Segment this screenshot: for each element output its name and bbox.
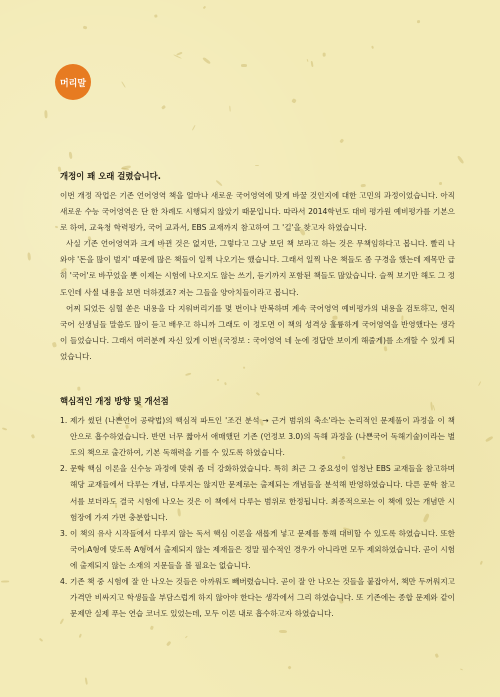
paragraph: 어찌 되었든 심혈 쏟은 내용을 다 지워버리기를 몇 번이나 반복하며 계속 국어영역 예비평가의 내용을 검토하고, 현직 국어 선생님들 말씀도 많이 듣고 배우고 하니까 그래도 이 정도면 이 책의 성격상 훌륭하게 국어영역을 반영했다는 생각이 들었습니다. 그래서 여러분께 자신 있게 이번 (국정보 : 국어영역 네 눈에 정답만 보이게 해줄게)를 소개할 수 있게 되었습니다. [60,303,455,361]
paper-fleck [417,20,420,23]
section-heading-revision: 개정이 꽤 오래 걸렸습니다. [60,171,161,181]
list-item-text: 문학 핵심 이론을 신수능 과정에 맞춰 좀 더 강화하였습니다. 특히 최근 그 중요성이 엄청난 EBS 교재들을 참고하며 해당 교재들에서 다루는 개념, 다루지는 않지만 문제로는 출제되는 개념들을 분석해 반영하였습니다. 다른 문학 참고서를 보더라도 결국 시험에 나오는 것은 이 책에서 다루는 범위로 한정됩니다. 최종적으로는 이 책에 있는 개념만 시험장에 가져 가면 충분합니다. [70,464,455,522]
list-item [60,461,455,525]
list-item [60,574,455,622]
list-item [60,526,455,574]
preface-content [60,170,455,622]
paper-fleck [322,52,325,56]
list-item-text: 기존 책 중 시험에 잘 안 나오는 것들은 아까워도 빼버렸습니다. 곧이 잘 안 나오는 것들을 붙잡아서, 책만 두꺼워지고 가격만 비싸지고 학생들을 부담스럽게 하지 않아야 한다는 생각에서 그리 하였습니다. 또 기존에는 종합 문제와 같이 문제만 실제 푸는 연습 코너도 있었는데, 모두 이론 내로 흡수하고자 하였습니다. [70,576,455,619]
paragraph: 사실 기존 언어영역과 크게 바뀐 것은 없지만, 그렇다고 그냥 보던 책 보라고 하는 것은 무책임하다고 봅니다. 빨리 나와야 '돈을 많이 벌지' 때문에 많은 책들이 일찍 나오기는 했습니다. 그래서 일찍 나온 책들도 좀 구경을 했는데 제목만 급히 '국어'로 바꾸었을 뿐 이제는 시험에 나오지도 않는 쓰기, 듣기까지 포함된 책들도 많았습니다. 슬쩍 보기만 해도 그 정도인데 사실 내용을 보면 더하겠죠? 저는 그들을 양아치들이라고 봅니다. [60,239,455,297]
paper-fleck [1,581,9,583]
list-item-number: 3. [60,528,68,538]
paragraph: 이번 개정 작업은 기존 언어영역 책을 얼마나 새로운 국어영역에 맞게 바꿀 것인지에 대한 고민의 과정이었습니다. 아직 새로운 수능 국어영역은 단 한 차례도 시행되지 않았기 때문입니다. 따라서 2014학년도 대비 평가원 예비평가를 기본으로 하여, 교육청 학력평가, 국어 교과서, EBS 교재까지 참고하여 그 '길'을 찾고자 하였습니다. [60,191,455,233]
list-item-text: 이 책의 유사 시작들에서 다루지 않는 독서 핵심 이론을 새롭게 넣고 문제를 통해 대비할 수 있도록 하였습니다. 또한 국어 A형에 맞도록 A형에서 출제되지 않는 제재들은 정말 필수적인 경우가 아니라면 모두 제외하였습니다. 곧이 시험에 출제되지 않는 소재의 지문들을 볼 필요는 없습니다. [70,528,455,570]
list-item-number: 4. [60,576,68,586]
preface-badge-label: 머리말 [59,78,87,89]
list-item-text: 제가 썼던 (나쁜언어 공략법)의 핵심적 파트인 '조건 분석 → 근거 범위의 축소'라는 논리적인 문제풀이 과정을 이 책 안으로 흡수하였습니다. 반면 너무 짧아서 애매했던 기존 (언정보 3.0)의 독해 과정을 (나쁜국어 독해기술)이라는 별도의 책으로 출간하여, 기본 독해력을 기를 수 있도록 하였습니다. [70,416,455,458]
paper-fleck [44,110,47,118]
paper-fleck [241,64,247,67]
section-heading-improvements: 핵심적인 개정 방향 및 개선점 [60,396,169,407]
list-item-number: 1. [60,416,68,426]
list-item-number: 2. [60,464,68,474]
list-item [60,413,455,461]
preface-badge [55,64,91,100]
improvement-list [60,413,455,622]
